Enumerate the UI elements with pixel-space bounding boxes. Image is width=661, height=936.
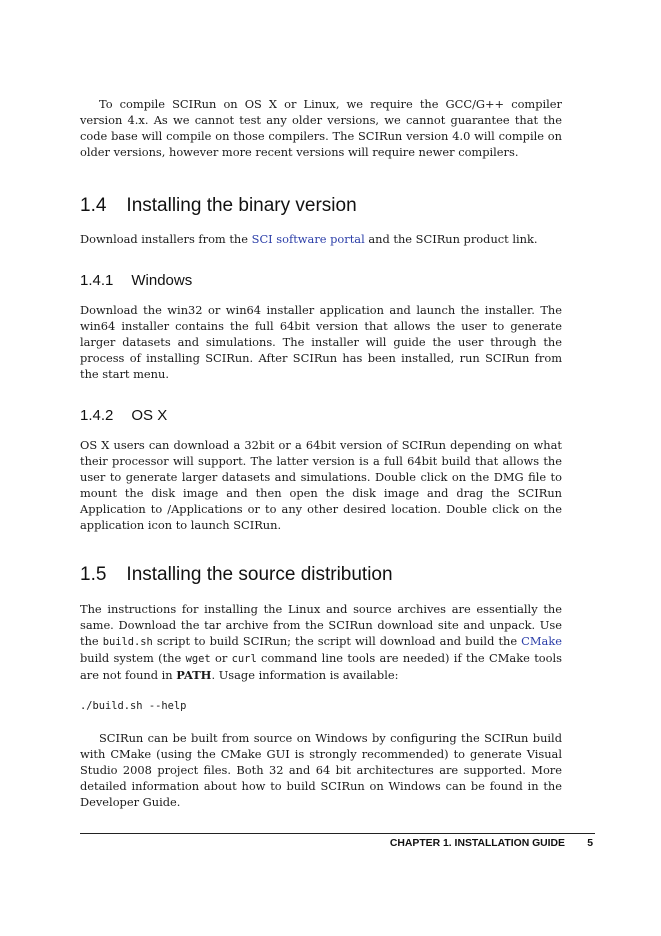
osx-paragraph: OS X users can download a 32bit or a 64bit version of SCIRun depending on what their processor will support. The latter version is a full 64bit build that allows the user to generate larger datasets and simulations. Double click on the DMG file to mount the disk image and then open the disk image and drag the SCIRun Application to /Applications or to any other desired location. Double click on the application icon to launch SCIRun. [80,438,562,532]
section-number: 1.5 [80,564,107,585]
code-wget: wget [185,653,211,665]
windows-paragraph: Download the win32 or win64 installer application and launch the installer. The win64 installer contains the full 64bit version that allows the user to generate larger datasets and simulations. The installer will guide the user through the process of installing SCIRun. After SCIRun has been installed, run SCIRun from the start menu. [80,303,562,381]
text-span: script to build SCIRun; the script will download and build the [152,634,522,648]
section-title: Installing the binary version [126,195,357,216]
subsection-heading-1-4-1 [80,271,562,291]
section-heading-1-5 [80,563,562,587]
subsection-title: OS X [131,407,168,424]
text-span: build system (the [80,651,186,665]
source-distribution-paragraph [80,601,562,683]
section-title: Installing the source distribution [126,564,393,585]
text-span: The instructions for installing the Linux and source archives are essentially the same. Download the tar archive from the SCIRun download site and unpack. Use the [80,602,562,648]
subsection-title: Windows [131,272,193,289]
code-build-sh: build.sh [102,636,153,648]
page-number: 5 [587,838,593,849]
section-heading-1-4 [80,194,562,218]
page-footer [80,838,595,854]
section-number: 1.4 [80,195,107,216]
binary-install-paragraph [80,231,562,247]
intro-paragraph: To compile SCIRun on OS X or Linux, we require the GCC/G++ compiler version 4.x. As we cannot test any older versions, we cannot guarantee that the code base will compile on those compilers. The SCIRun version 4.0 will compile on older versions, however more recent versions will require newer compilers. [80,97,562,159]
sci-software-portal-link[interactable]: SCI software portal [251,232,365,246]
subsection-number: 1.4.2 [80,407,114,424]
text-span: . Usage information is available: [211,668,399,682]
build-help-command: ./build.sh --help [80,700,187,712]
cmake-link[interactable]: CMake [521,634,562,648]
text-span: or [210,651,232,665]
text-span: Download installers from the [80,232,252,246]
footer-rule [80,833,595,834]
code-curl: curl [231,653,257,665]
chapter-label: CHAPTER 1. INSTALLATION GUIDE [389,838,565,849]
path-keyword: PATH [176,668,212,682]
subsection-number: 1.4.1 [80,272,114,289]
text-span: and the SCIRun product link. [364,232,538,246]
page-content [80,96,562,810]
subsection-heading-1-4-2 [80,406,562,426]
text-span: command line tools are needed) if the CMake tools are not found in [80,651,562,682]
windows-build-paragraph: SCIRun can be built from source on Windows by configuring the SCIRun build with CMake (using the CMake GUI is strongly recommended) to generate Visual Studio 2008 project files. Both 32 and 64 bit architectures are supported. More detailed information about how to build SCIRun on Windows can be found in the Developer Guide. [80,731,562,809]
